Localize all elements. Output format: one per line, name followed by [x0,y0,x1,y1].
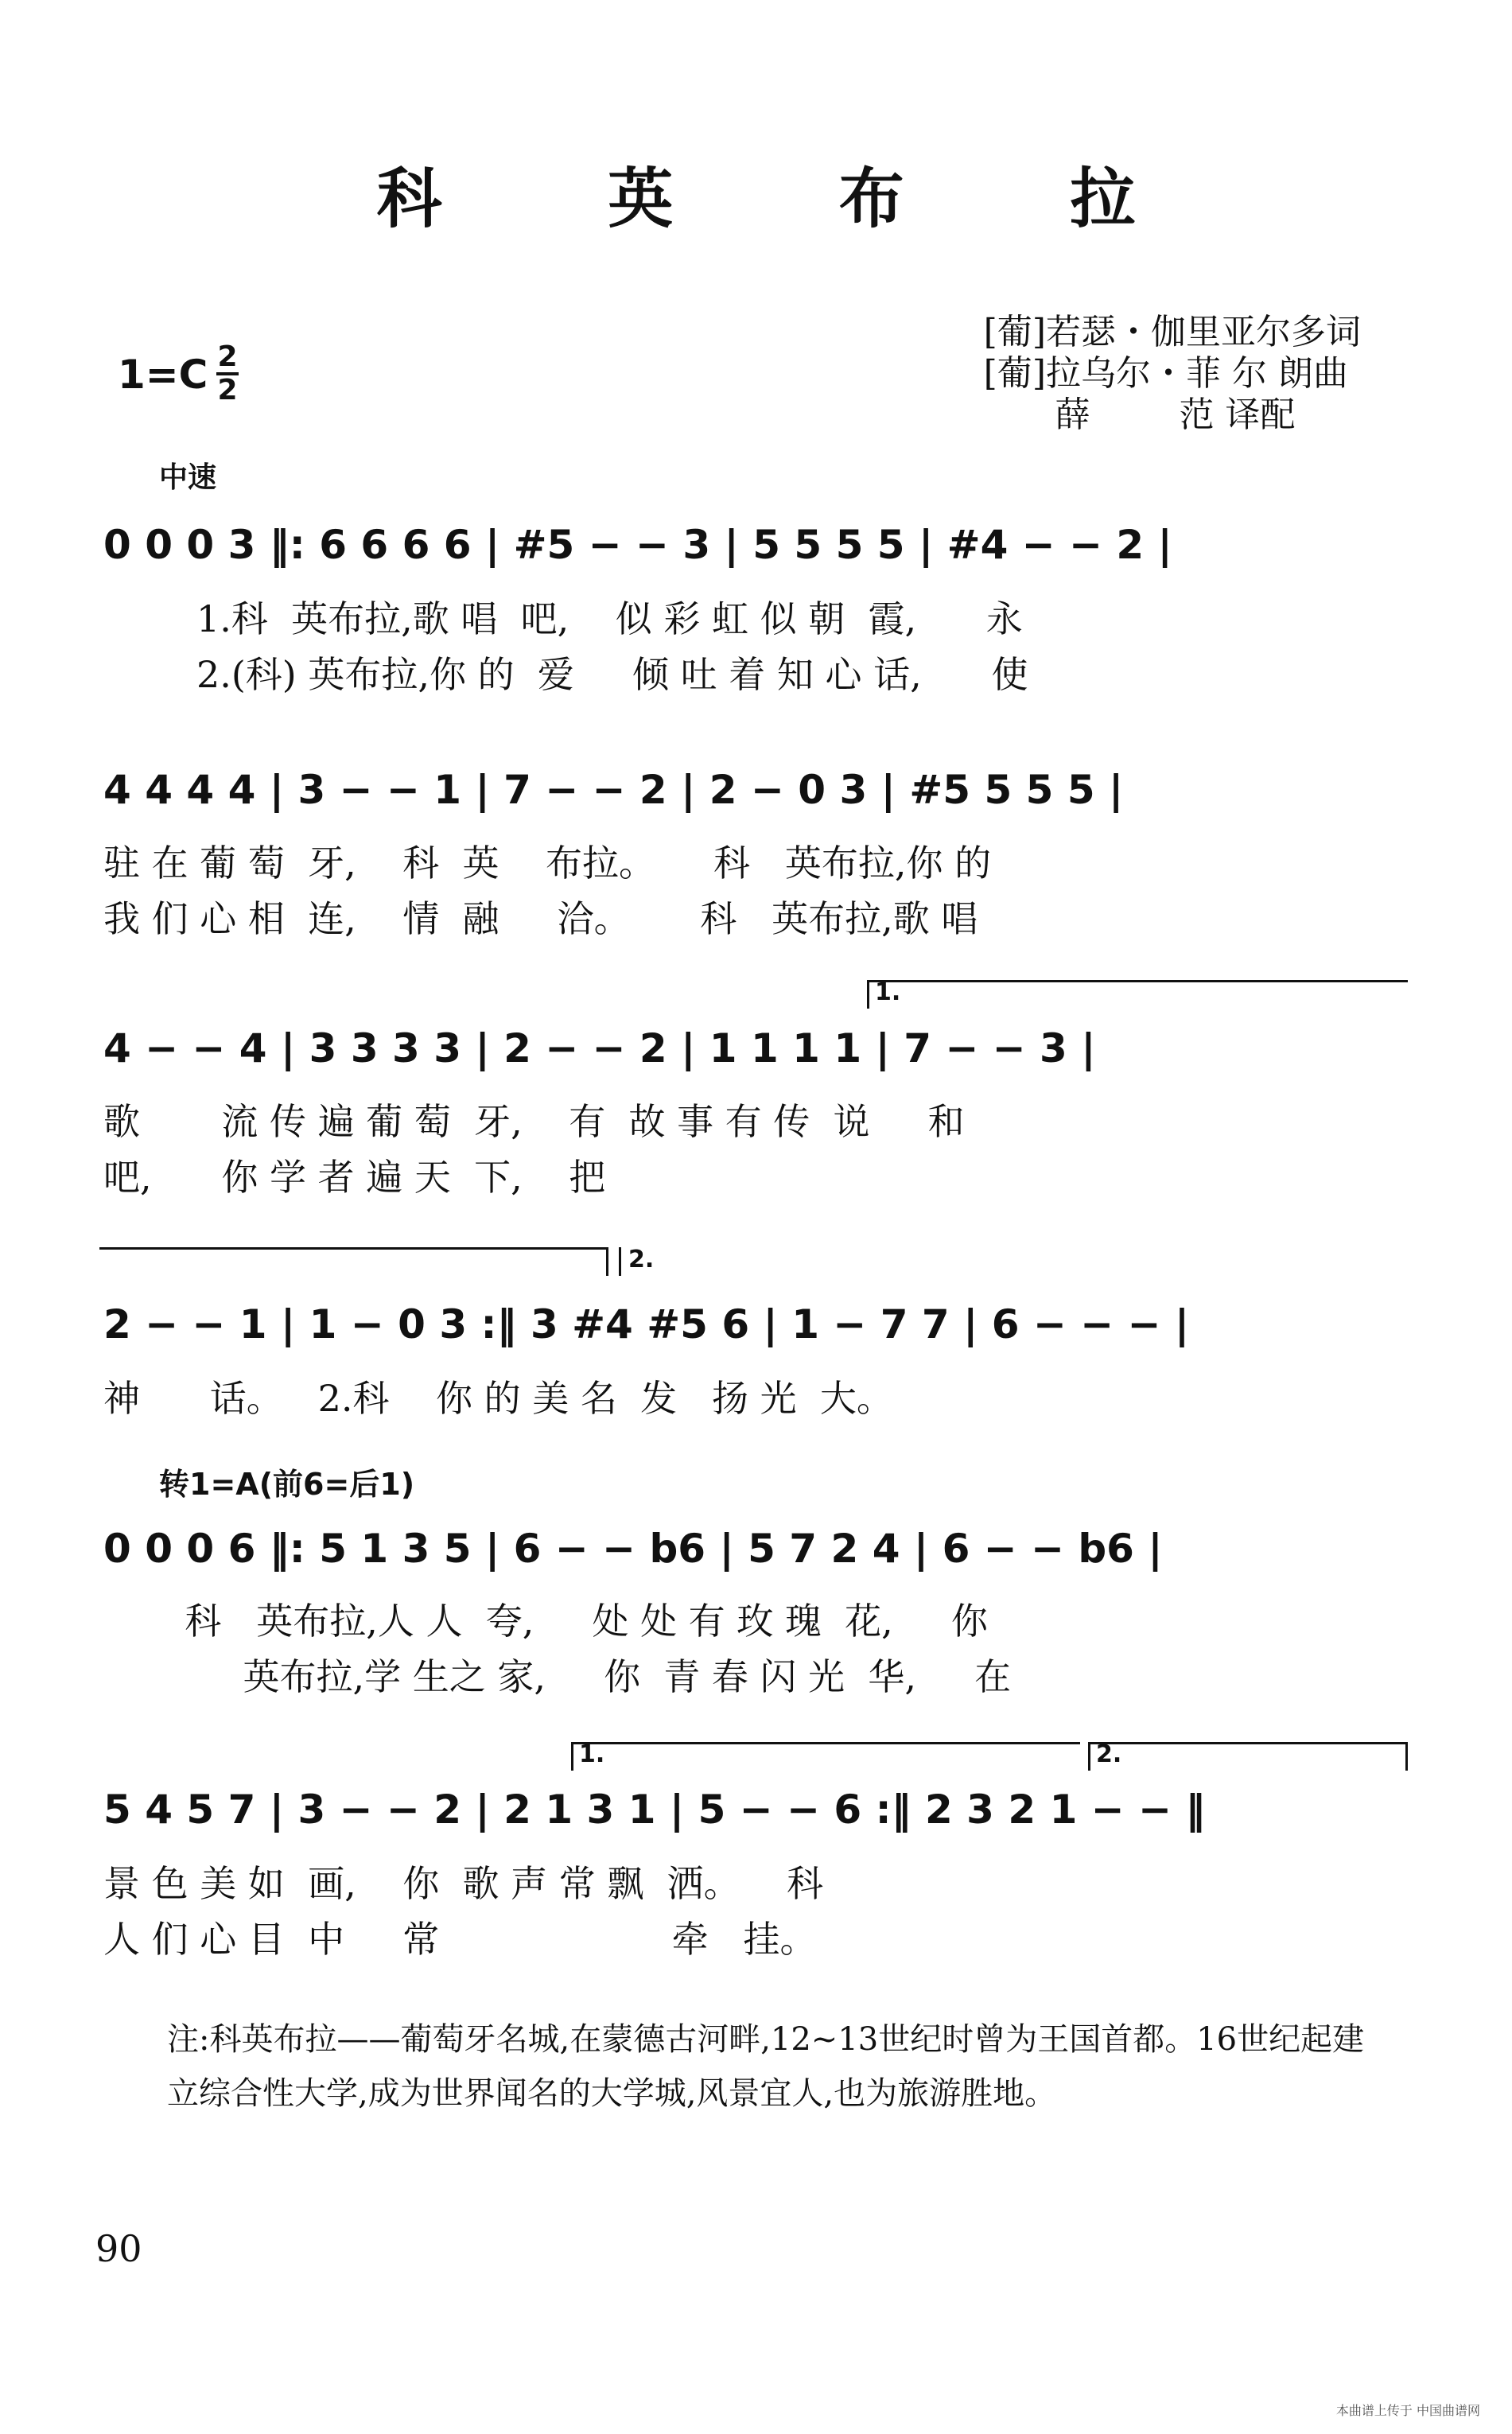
lyrics-verse-1: 景 色 美 如 画, 你 歌 声 常 飘 洒。 科 [103,1862,824,1905]
volta-2-number: 2. [628,1246,655,1273]
lyrics-verse-2: 我 们 心 相 连, 情 融 洽。 科 英布拉,歌 唱 [103,897,978,940]
volta-2-bracket-start [619,1247,621,1276]
volta-1-number: 1. [875,978,901,1006]
notation-line: 4 − − 4 | 3 3 3 3 | 2 − − 2 | 1 1 1 1 | 7 − − 3 | [103,1025,1096,1071]
tempo-marking: 中速 [159,461,217,494]
notation-line: 2 − − 1 | 1 − 0 3 :‖ 3 #4 #5 6 | 1 − 7 7 | 6 − − − | [103,1301,1190,1347]
volta-1-bracket-end [606,1247,608,1276]
lyrics-verse-1: 神 话。 2.科 你 的 美 名 发 扬 光 大。 [103,1377,893,1420]
composer-credit: [葡]拉乌尔・菲 尔 朗曲 [983,353,1348,394]
lyrics-verse-1: 1.科 英布拉,歌 唱 吧, 似 彩 虹 似 朝 霞, 永 [103,597,1023,640]
modulation-marking: 转1=A(前6=后1) [159,1467,415,1502]
lyrics-verse-1: 歌 流 传 遍 葡 萄 牙, 有 故 事 有 传 说 和 [103,1100,965,1143]
notation-line: 0 0 0 6 ‖: 5 1 3 5 | 6 − − b6 | 5 7 2 4 | 6 − − b6 | [103,1526,1163,1572]
lyrics-verse-2: 英布拉,学 生之 家, 你 青 春 闪 光 华, 在 [103,1655,1012,1698]
notation-line: 5 4 5 7 | 3 − − 2 | 2 1 3 1 | 5 − − 6 :‖ 2 3 2 1 − − ‖ [103,1787,1206,1833]
notation-line: 4 4 4 4 | 3 − − 1 | 7 − − 2 | 2 − 0 3 | #5 5 5 5 | [103,767,1124,813]
volta-1-bracket-line [571,1742,1080,1744]
volta-2-bracket-end [1405,1742,1408,1771]
song-title: 科 英 布 拉 [376,161,1207,237]
credits [984,312,1361,436]
volta-1-bracket-start [867,980,869,1009]
lyrics-verse-2: 吧, 你 学 者 遍 天 下, 把 [103,1156,606,1199]
volta-2-bracket-start [1088,1742,1090,1771]
time-signature [216,342,239,406]
lyricist-credit: [葡]若瑟・伽里亚尔多词 [983,312,1361,352]
translator-credit: 薛 范 译配 [1055,395,1296,435]
notation-line: 0 0 0 3 ‖: 6 6 6 6 | #5 − − 3 | 5 5 5 5 | #4 − − 2 | [103,522,1172,568]
time-signature-bottom: 2 [217,374,238,406]
key-signature: 1=C [118,352,208,398]
volta-1-bracket-start [571,1742,573,1771]
watermark: 本曲谱上传于 中国曲谱网 [1335,2403,1480,2418]
volta-2-number: 2. [1096,1740,1122,1768]
footnote: 注:科英布拉——葡萄牙名城,在蒙德古河畔,12~13世纪时曾为王国首都。16世纪起建立综合性大学,成为世界闻名的大学城,风景宜人,也为旅游胜地。 [167,2021,1365,2112]
volta-2-bracket-line [1088,1742,1408,1744]
time-signature-top: 2 [217,340,238,373]
volta-1-number: 1. [579,1740,605,1768]
page-number: 90 [95,2227,142,2270]
volta-1-bracket-line [867,980,1408,982]
lyrics-verse-1: 科 英布拉,人 人 夸, 处 处 有 玫 瑰 花, 你 [103,1600,988,1643]
lyrics-verse-1: 驻 在 葡 萄 牙, 科 英 布拉。 科 英布拉,你 的 [103,842,992,885]
lyrics-verse-2: 人 们 心 目 中 常 牵 挂。 [103,1918,817,1961]
volta-1-bracket-line [99,1247,608,1250]
lyrics-verse-2: 2.(科) 英布拉,你 的 爱 倾 吐 着 知 心 话, 使 [103,653,1028,696]
